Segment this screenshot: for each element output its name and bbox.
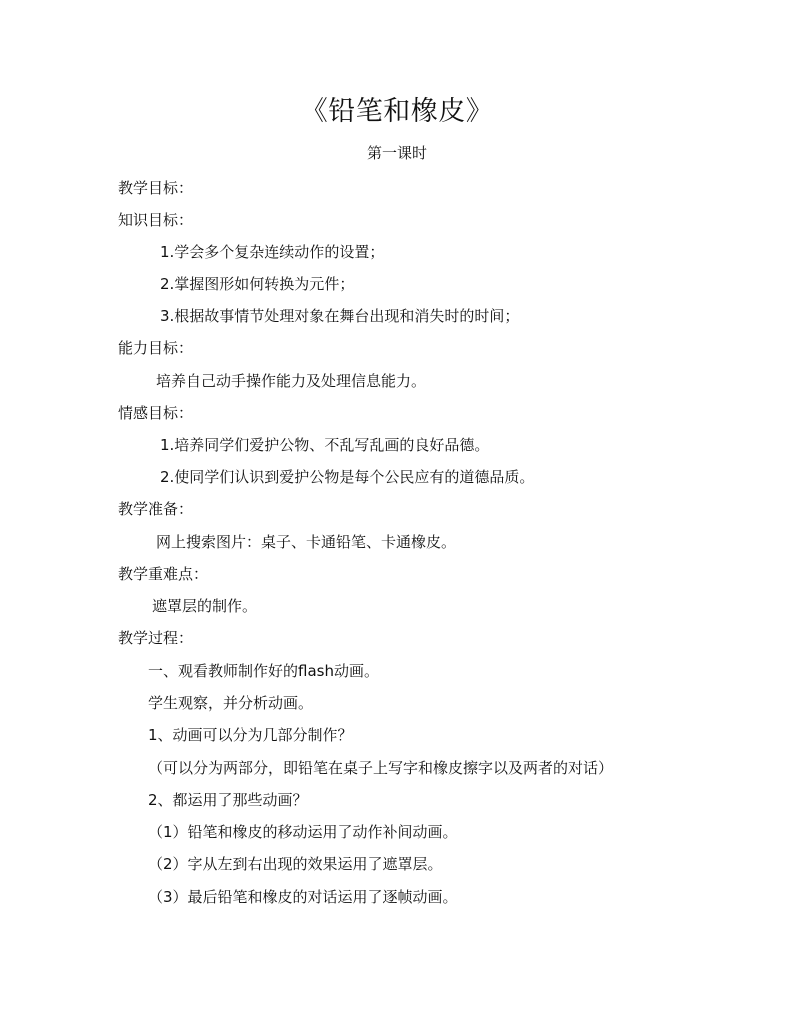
process-answer-1: （可以分为两部分，即铅笔在桌子上写字和橡皮擦字以及两者的对话）	[148, 759, 614, 777]
section-heading-teaching-process: 教学过程：	[118, 629, 194, 647]
knowledge-goal-item-1: 1.学会多个复杂连续动作的设置；	[160, 243, 385, 261]
section-heading-knowledge-goals: 知识目标：	[118, 211, 194, 229]
process-answer-2-item-1: （1）铅笔和橡皮的移动运用了动作补间动画。	[148, 823, 458, 841]
process-answer-2-item-3: （3）最后铅笔和橡皮的对话运用了逐帧动画。	[148, 888, 458, 906]
section-heading-teaching-goals: 教学目标：	[118, 179, 194, 197]
knowledge-goal-item-2: 2.掌握图形如何转换为元件；	[160, 275, 355, 293]
process-question-1: 1、动画可以分为几部分制作？	[148, 726, 353, 744]
process-question-2: 2、都运用了那些动画？	[148, 791, 308, 809]
lesson-subtitle: 第一课时	[366, 144, 427, 162]
process-student-observe: 学生观察，并分析动画。	[148, 694, 314, 712]
section-heading-emotional-goals: 情感目标：	[118, 404, 194, 422]
process-answer-2-item-2: （2）字从左到右出现的效果运用了遮罩层。	[148, 855, 443, 873]
section-heading-key-difficulties: 教学重难点：	[118, 565, 209, 583]
emotional-goal-item-1: 1.培养同学们爱护公物、不乱写乱画的良好品德。	[160, 436, 490, 454]
knowledge-goal-item-3: 3.根据故事情节处理对象在舞台出现和消失时的时间；	[160, 307, 520, 325]
key-difficulty-text: 遮罩层的制作。	[152, 597, 258, 615]
ability-goal-text: 培养自己动手操作能力及处理信息能力。	[156, 372, 427, 390]
emotional-goal-item-2: 2.使同学们认识到爱护公物是每个公民应有的道德品质。	[160, 468, 535, 486]
section-heading-preparation: 教学准备：	[118, 500, 194, 518]
document-title: 《铅笔和橡皮》	[300, 96, 494, 127]
section-heading-ability-goals: 能力目标：	[118, 339, 194, 357]
process-step-1: 一、观看教师制作好的flash动画。	[148, 662, 379, 680]
preparation-text: 网上搜索图片：桌子、卡通铅笔、卡通橡皮。	[156, 533, 457, 551]
